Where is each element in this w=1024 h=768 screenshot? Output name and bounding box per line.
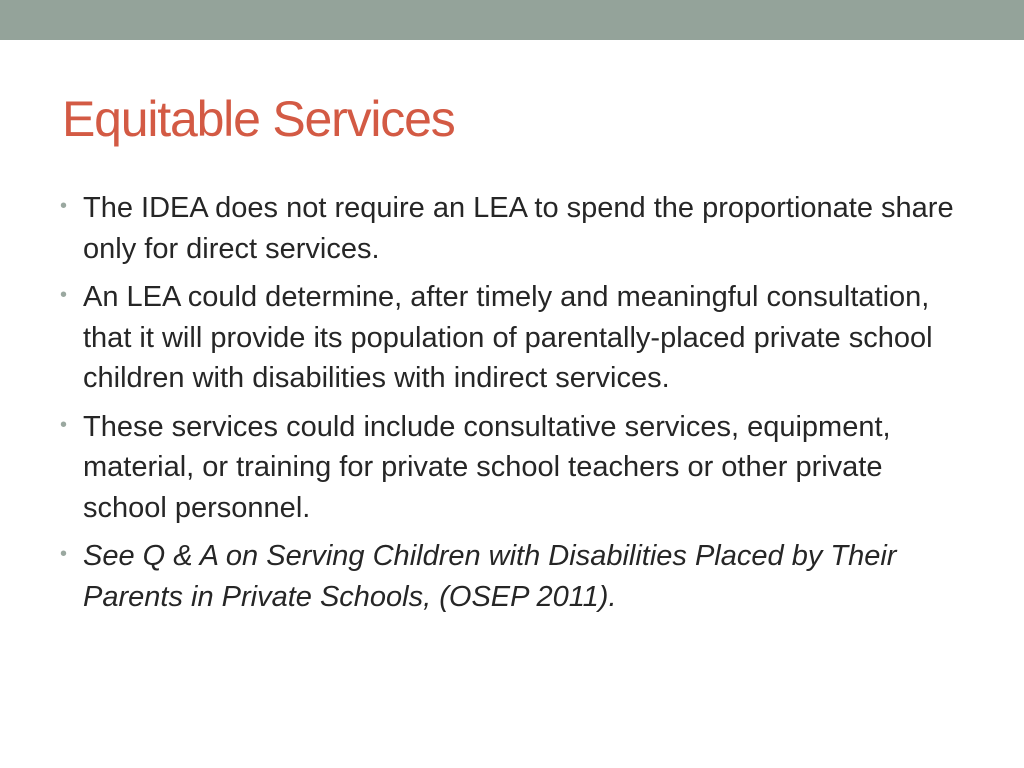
bullet-list (60, 188, 970, 625)
bullet-item (60, 407, 970, 529)
bullet-dot-icon: • (60, 284, 68, 306)
bullet-text: These services could include consultative services, equipment, material, or training for private school teachers or other private school personnel. (83, 410, 891, 524)
bullet-dot-icon: • (60, 413, 68, 436)
bullet-item-citation (60, 536, 970, 617)
citation-text: See Q & A on Serving Children with Disabilities Placed by Their Parents in Private Schools, (OSEP 2011). (83, 540, 897, 613)
slide-title: Equitable Services (62, 91, 455, 147)
bullet-text: An LEA could determine, after timely and meaningful consultation, that it will provide its population of parentally-placed private school children with disabilities with indirect services. (83, 281, 933, 394)
bullet-item (60, 188, 970, 269)
bullet-dot-icon: • (60, 543, 68, 565)
bullet-item (60, 277, 970, 399)
bullet-dot-icon: • (60, 195, 68, 217)
top-accent-band (0, 0, 1024, 40)
bullet-text: The IDEA does not require an LEA to spend the proportionate share only for direct services. (83, 192, 954, 265)
